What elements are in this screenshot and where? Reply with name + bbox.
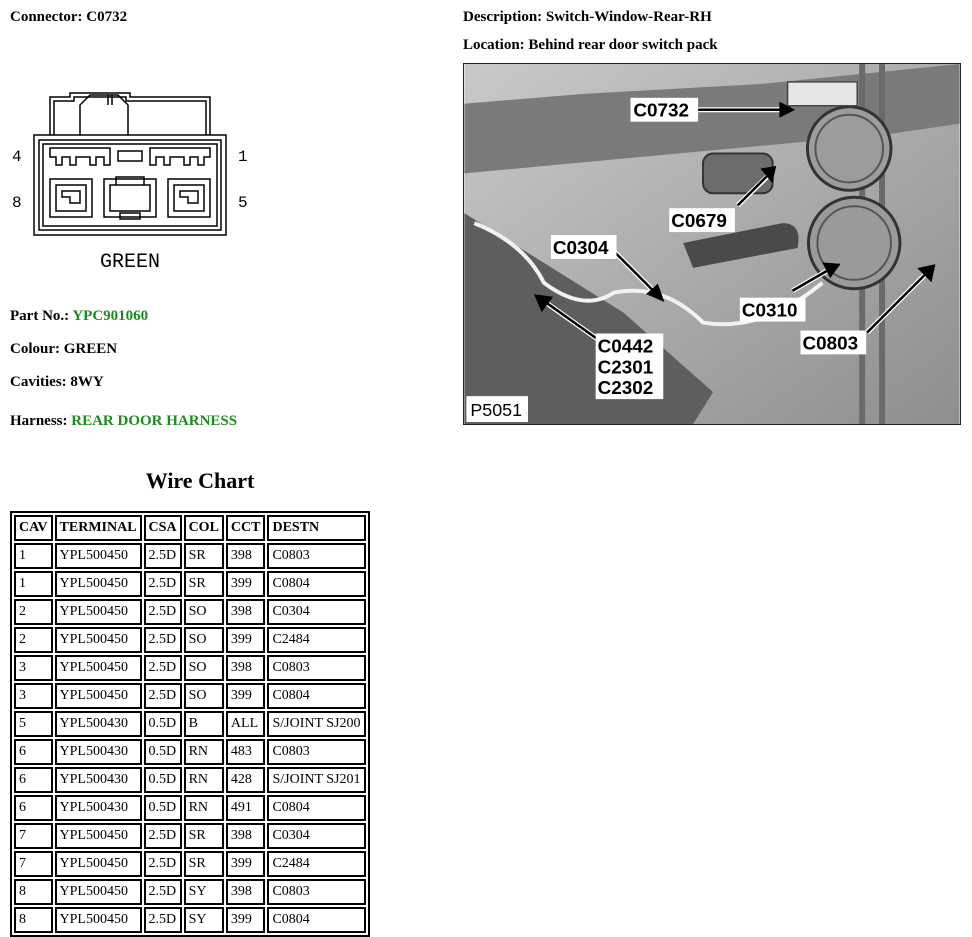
table-row	[14, 711, 366, 737]
cell-destn: C0804	[267, 683, 365, 709]
header-cav: CAV	[14, 515, 53, 541]
cell-csa: 2.5D	[144, 907, 182, 933]
cell-destn: C0804	[267, 571, 365, 597]
cell-cct: 398	[226, 599, 266, 625]
cell-csa: 2.5D	[144, 627, 182, 653]
cell-terminal: YPL500450	[55, 571, 142, 597]
pin-label-1: 1	[238, 148, 248, 166]
location: Location: Behind rear door switch pack	[463, 37, 718, 53]
cavities: Cavities: 8WY	[10, 374, 104, 390]
cell-cav: 1	[14, 543, 53, 569]
cell-csa: 0.5D	[144, 795, 182, 821]
cell-col: SY	[184, 907, 224, 933]
table-row	[14, 599, 366, 625]
header-col: COL	[184, 515, 224, 541]
table-row	[14, 879, 366, 905]
cell-csa: 2.5D	[144, 655, 182, 681]
cell-terminal: YPL500450	[55, 683, 142, 709]
table-row	[14, 655, 366, 681]
callout-c0304: C0304	[552, 237, 609, 259]
cell-cav: 2	[14, 627, 53, 653]
harness-label: Harness:	[10, 413, 72, 429]
cell-col: SO	[184, 655, 224, 681]
cell-col: SR	[184, 851, 224, 877]
cell-col: RN	[184, 767, 224, 793]
callout-c0679: C0679	[671, 211, 727, 233]
cell-terminal: YPL500430	[55, 767, 142, 793]
connector-pinout-diagram	[10, 85, 250, 280]
callout-c0732: C0732	[633, 100, 690, 122]
cell-terminal: YPL500450	[55, 655, 142, 681]
cell-destn: C0803	[267, 543, 365, 569]
cell-cct: 399	[226, 907, 266, 933]
cell-destn: S/JOINT SJ200	[267, 711, 365, 737]
cell-cav: 8	[14, 879, 53, 905]
cell-cct: 398	[226, 823, 266, 849]
header-csa: CSA	[144, 515, 182, 541]
table-row	[14, 739, 366, 765]
cell-destn: C0304	[267, 823, 365, 849]
cell-col: SR	[184, 543, 224, 569]
cell-csa: 2.5D	[144, 823, 182, 849]
cell-cct: 483	[226, 739, 266, 765]
connector-title: Connector: C0732	[10, 9, 128, 25]
cell-cct: 399	[226, 851, 266, 877]
cell-cav: 2	[14, 599, 53, 625]
cell-csa: 0.5D	[144, 739, 182, 765]
cell-cav: 8	[14, 907, 53, 933]
cell-csa: 0.5D	[144, 767, 182, 793]
header-terminal: TERMINAL	[55, 515, 142, 541]
pin-label-8: 8	[12, 194, 22, 212]
table-row	[14, 767, 366, 793]
cell-destn: C0804	[267, 795, 365, 821]
part-number-value: YPC901060	[72, 308, 149, 324]
wire-chart-table	[10, 511, 370, 937]
cell-destn: C0803	[267, 655, 365, 681]
callout-c0310: C0310	[741, 300, 798, 322]
cell-cav: 3	[14, 655, 53, 681]
table-row	[14, 543, 366, 569]
cell-cav: 7	[14, 823, 53, 849]
cell-cav: 6	[14, 767, 53, 793]
cell-col: SO	[184, 683, 224, 709]
cell-cav: 5	[14, 711, 53, 737]
cell-csa: 2.5D	[144, 571, 182, 597]
cell-destn: C0803	[267, 739, 365, 765]
callout-c0803: C0803	[802, 333, 859, 355]
cell-cct: 491	[226, 795, 266, 821]
cell-col: B	[184, 711, 224, 737]
cell-cct: 398	[226, 655, 266, 681]
cell-terminal: YPL500450	[55, 851, 142, 877]
cell-terminal: YPL500450	[55, 627, 142, 653]
cell-terminal: YPL500450	[55, 543, 142, 569]
pin-label-4: 4	[12, 148, 22, 166]
wire-chart-header-row	[14, 515, 366, 541]
cell-csa: 2.5D	[144, 543, 182, 569]
cell-destn: C2484	[267, 627, 365, 653]
cell-csa: 2.5D	[144, 599, 182, 625]
cell-terminal: YPL500430	[55, 739, 142, 765]
harness-value: REAR DOOR HARNESS	[71, 413, 238, 429]
wire-chart-title: Wire Chart	[145, 468, 255, 493]
cell-destn: S/JOINT SJ201	[267, 767, 365, 793]
callout-c2301: C2301	[597, 357, 654, 379]
cell-terminal: YPL500450	[55, 823, 142, 849]
cell-destn: C0803	[267, 879, 365, 905]
table-row	[14, 907, 366, 933]
cell-cct: 399	[226, 627, 266, 653]
description: Description: Switch-Window-Rear-RH	[463, 9, 712, 25]
cell-csa: 2.5D	[144, 851, 182, 877]
cell-col: SO	[184, 627, 224, 653]
cell-col: SR	[184, 823, 224, 849]
cell-terminal: YPL500430	[55, 795, 142, 821]
cell-cct: ALL	[226, 711, 266, 737]
cell-csa: 2.5D	[144, 879, 182, 905]
table-row	[14, 795, 366, 821]
colour: Colour: GREEN	[10, 341, 118, 357]
cell-col: SO	[184, 599, 224, 625]
cell-cav: 1	[14, 571, 53, 597]
callout-c2302: C2302	[597, 378, 654, 400]
header-cct: CCT	[226, 515, 266, 541]
cell-cct: 398	[226, 543, 266, 569]
harness	[10, 413, 237, 430]
connector-colour-caption: GREEN	[99, 251, 161, 274]
cell-csa: 0.5D	[144, 711, 182, 737]
callout-c0442: C0442	[597, 336, 654, 358]
cell-destn: C0804	[267, 907, 365, 933]
cell-cct: 398	[226, 879, 266, 905]
part-number-label: Part No.:	[10, 308, 73, 324]
table-row	[14, 627, 366, 653]
cell-destn: C0304	[267, 599, 365, 625]
location-photo	[463, 63, 961, 425]
cell-csa: 2.5D	[144, 683, 182, 709]
cell-terminal: YPL500450	[55, 879, 142, 905]
cell-cav: 6	[14, 795, 53, 821]
cell-cct: 399	[226, 683, 266, 709]
cell-terminal: YPL500450	[55, 599, 142, 625]
cell-terminal: YPL500450	[55, 907, 142, 933]
header-destn: DESTN	[267, 515, 365, 541]
cell-cct: 399	[226, 571, 266, 597]
table-row	[14, 571, 366, 597]
table-row	[14, 851, 366, 877]
part-number	[10, 308, 148, 325]
cell-cct: 428	[226, 767, 266, 793]
cell-cav: 3	[14, 683, 53, 709]
photo-reference: P5051	[470, 400, 523, 421]
pin-label-5: 5	[238, 194, 248, 212]
cell-destn: C2484	[267, 851, 365, 877]
table-row	[14, 683, 366, 709]
table-row	[14, 823, 366, 849]
cell-col: SY	[184, 879, 224, 905]
cell-cav: 6	[14, 739, 53, 765]
cell-col: RN	[184, 795, 224, 821]
cell-col: RN	[184, 739, 224, 765]
cell-col: SR	[184, 571, 224, 597]
cell-cav: 7	[14, 851, 53, 877]
cell-terminal: YPL500430	[55, 711, 142, 737]
